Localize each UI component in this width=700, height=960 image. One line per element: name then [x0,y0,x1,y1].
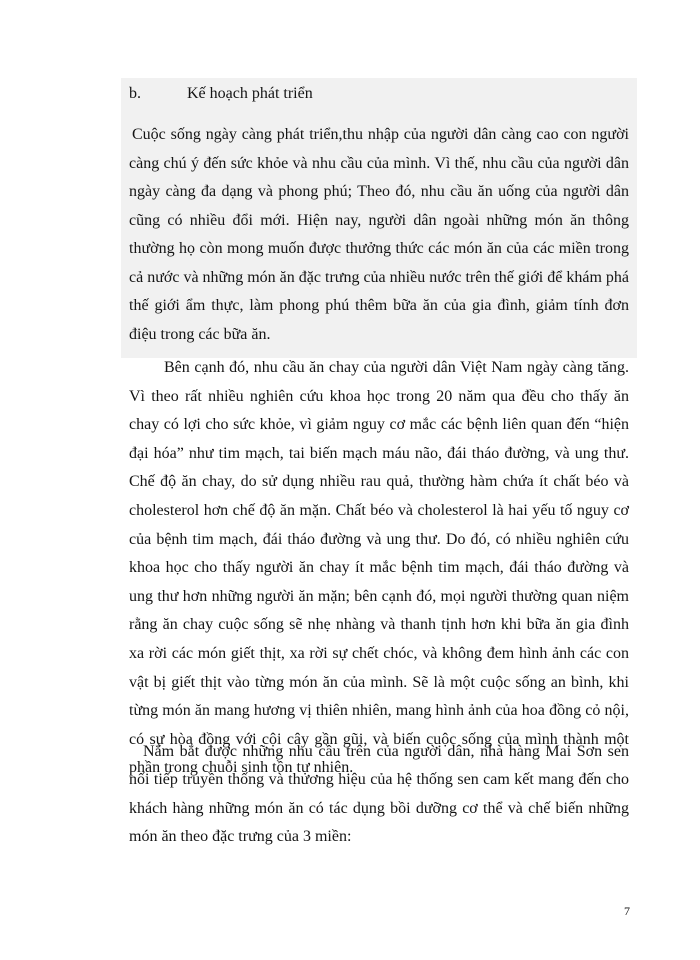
section-title: Kế hoạch phát triển [187,85,313,102]
section-heading [129,84,313,104]
paragraph-3: Nắm bắt được những nhu cầu trên của người dân, nhà hàng Mai Sơn sen nối tiếp truyền thống và thương hiệu của hệ thống sen cam kết mang đến cho khách hàng những món ăn có tác dụng bồi dưỡng cơ thể và chế biến những món ăn theo đặc trưng của 3 miền: [129,743,629,846]
paragraph-1: Cuộc sống ngày càng phát triển,thu nhập của người dân càng cao con người càng chú ý đến sức khỏe và nhu cầu của mình. Vì thế, nhu cầu của người dân ngày càng đa dạng và phong phú; Theo đó, nhu cầu ăn uống của người dân cũng có nhiều đổi mới. Hiện nay, người dân ngoài những món ăn thông thường họ còn mong muốn được thưởng thức các món ăn của các miền trong cả nước và những món ăn đặc trưng của nhiều nước trên thế giới để khám phá thế giới ẩm thực, làm phong phú thêm bữa ăn của gia đình, giảm tính đơn điệu trong các bữa ăn. [129,126,629,343]
page-number: 7 [624,904,630,918]
paragraph-2: Bên cạnh đó, nhu cầu ăn chay của người dân Việt Nam ngày càng tăng. Vì theo rất nhiều nghiên cứu khoa học trong 20 năm qua đều cho thấy ăn chay có lợi cho sức khỏe, vì giảm nguy cơ mắc các bệnh liên quan đến “hiện đại hóa” như tim mạch, tai biến mạch máu não, đái tháo đường, và ung thư. Chế độ ăn chay, do sử dụng nhiều rau quả, thường hàm chứa ít chất béo và cholesterol hơn chế độ ăn mặn. Chất béo và cholesterol là hai yếu tố nguy cơ của bệnh tim mạch, đái tháo đường và ung thư. Do đó, có nhiều nghiên cứu khoa học cho thấy người ăn chay ít mắc bệnh tim mạch, đái tháo đường và ung thư hơn những người ăn mặn; bên cạnh đó, mọi người thường quan niệm rằng ăn chay cuộc sống sẽ nhẹ nhàng và thanh tịnh hơn khi bữa ăn gia đình xa rời các món giết thịt, xa rời sự chết chóc, và không đem hình ảnh các con vật bị giết thịt vào từng món ăn của mình. Sẽ là một cuộc sống an bình, khi từng món ăn mang hương vị thiên nhiên, mang hình ảnh của hoa đồng cỏ nội, có sự hòa đồng với cội cây gần gũi, và biến cuộc sống của mình thành một phần trong chuỗi sinh tồn tự nhiên. [129,359,629,777]
section-letter: b. [129,85,141,102]
